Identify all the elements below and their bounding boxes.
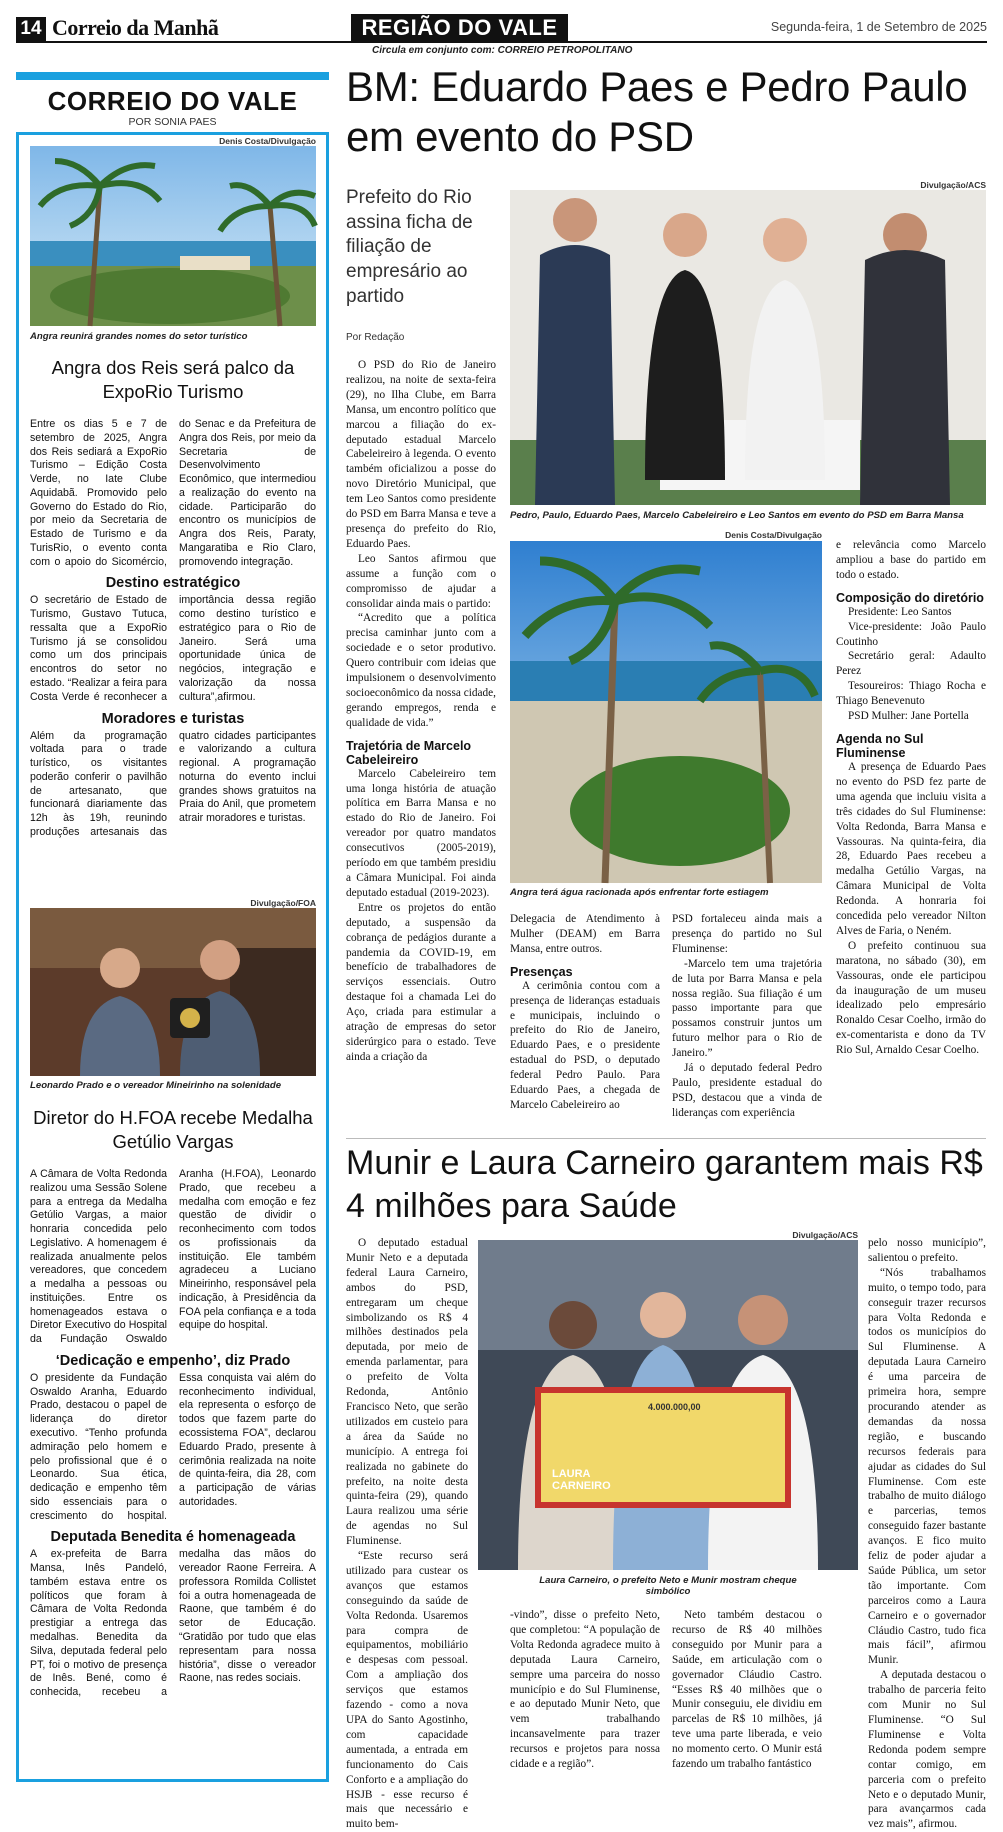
paragraph: e relevância como Marcelo ampliou a base do partido em todo o estado. — [836, 539, 986, 581]
subheading: Destino estratégico — [105, 575, 241, 592]
paragraph: “Acredito que a política precisa caminhar junto com a sociedade e o setor produtivo. Quero contribuir com ideias que impulsionem o desenvolvimento socioeconômico da nossa cidade, gerando empregos, renda e qualidade de vida.” — [346, 612, 496, 729]
photo-caption: Laura Carneiro, o prefeito Neto e Munir mostram cheque simbólico — [539, 1575, 797, 1597]
subheading: Trajetória de Marcelo Cabeleireiro — [346, 738, 472, 767]
paragraph: A presença de Eduardo Paes no evento do PSD fez parte de uma agenda que incluiu visita a três cidades do Sul Fluminense: Volta Redonda, Barra Mansa e Vassouras. Na quinta-feira, dia 28, Eduardo Paes recebeu a medalha Getúlio Vargas, na Câmara Municipal de Volta Redonda. A honraria foi concedida pelo vereador Nilton Alves de Faria, o Neném. — [836, 760, 986, 937]
paragraph: “Nós trabalhamos muito, o tempo todo, para conseguir trazer recursos para Volta Redonda e todos os municípios do Sul Fluminense. A deputada Laura Carneiro é uma parceira de primeira hora, sempre procurando atender as demandas da nossa região, e buscando recursos federais para ajudar as cidades do Sul Fluminense. Com este trabalho de muito diálogo e parcerias, temos conseguido fazer bastante avanços. E fico muito feliz de poder ajudar a Saúde Pública, um setor tão importante. Com parceiros como a Laura Carneiro e o governador Cláudio Castro, tudo fica mais fácil”, afirmou Munir. — [868, 1266, 986, 1667]
sidebar-byline: POR SONIA PAES — [128, 116, 217, 128]
paragraph: O prefeito continuou sua maratona, no sábado (30), em Vassouras, onde ele participou da inauguração de um museu idealizado pelo empresário Ronaldo Cesar Coelho, irmão do ex-comentarista e dono da TV Rio Sul, Arnaldo Cesar Coelho. — [836, 939, 986, 1057]
photo-credit: Divulgação/FOA — [250, 898, 316, 908]
subheading: Composição do diretório — [836, 590, 984, 605]
photo-caption: Leonardo Prado e o vereador Mineirinho na solenidade — [30, 1080, 282, 1091]
photo-caption: Angra terá água racionada após enfrentar forte estiagem — [510, 887, 769, 898]
masthead: Correio da Manhã — [52, 15, 219, 40]
paragraph: Leo Santos afirmou que assume a função com o compromisso de ajudar a consolidar ainda mais o partido: — [346, 552, 496, 610]
article1-col3 — [672, 912, 822, 1121]
paragraph: “Este recurso será utilizado para custear os avanços que estamos conseguindo da saúde de Volta Redonda. Usaremos para compra de equipamentos, mobiliário e despesas com pessoal. Com a ampliação dos serviços que estamos fazendo - como a nova UPA do Santo Agostinho, com capacidade aumentada, a entrada em funcionamento do Cais Conforto e a ampliação do HSJB - esse recurso é mais que necessário e muito bem- — [346, 1550, 468, 1831]
photo-caption: Angra reunirá grandes nomes do setor turístico — [30, 331, 248, 342]
article1-col2 — [510, 912, 660, 1113]
photo-caption: Pedro, Paulo, Eduardo Paes, Marcelo Cabeleireiro e Leo Santos em evento do PSD em Barra Mansa — [510, 510, 964, 521]
medal-ceremony-photo — [30, 908, 316, 1076]
photo-credit: Denis Costa/Divulgação — [725, 530, 822, 540]
photo-credit: Divulgação/ACS — [920, 180, 986, 190]
paragraph: O PSD do Rio de Janeiro realizou, na noite de sexta-feira (29), no Ilha Clube, em Barra Mansa, um encontro político que marcou a filiação do ex-deputado estadual Marcelo Cabeleireiro à legenda. O evento também oficializou a posse do novo Diretório Municipal, que tem Leo Santos como presidente do PSD em Barra Mansa e teve a presença do prefeito do Rio, Eduardo Paes. — [346, 359, 496, 550]
angra-resort-photo — [510, 541, 822, 883]
paragraph: pelo nosso município”, salientou o prefeito. — [868, 1237, 986, 1264]
article2-col4 — [868, 1236, 986, 1832]
sidebar-headline-2: Diretor do H.FOA recebe Medalha Getúlio Vargas — [33, 1107, 313, 1153]
paragraph: Delegacia de Atendimento à Mulher (DEAM) em Barra Mansa, entre outros. — [510, 913, 660, 955]
article-divider — [346, 1138, 986, 1139]
directory-item: Tesoureiros: Thiago Rocha e Thiago Benevenuto — [836, 680, 986, 708]
subheading: Deputada Benedita é homenageada — [50, 1529, 296, 1546]
sidebar-story2-body — [30, 1168, 316, 1700]
paragraph: -vindo”, disse o prefeito Neto, que completou: “A população de Volta Redonda agradece muito à deputada Laura Carneiro, sempre uma parceira do nosso município e do Sul Fluminense, e ao deputado Munir Neto, que vem trabalhando incansavelmente para trazer recursos e projetos para nossa cidade e a região”. — [510, 1609, 660, 1771]
article2-col3 — [672, 1608, 822, 1772]
article1-headline: BM: Eduardo Paes e Pedro Paulo em evento do PSD — [346, 63, 968, 161]
paragraph: Entre os dias 5 e 7 de setembro de 2025, Angra dos Reis sediará a ExpoRio Turismo – Edição Costa Verde, no Iate Clube Aquidabã. Promovido pelo Governo do Estado do Rio, por meio da Secretaria de Estado de Turismo e da TurisRio, o evento conta com o apoio do Sicomércio, do Senac e da Prefeitura de Angra dos Reis, por meio da Secretaria de Desenvolvimento Econômico, que intermediou a realização do evento na cidade. Participarão do encontro os municípios de Angra dos Reis, Paraty, Mangaratiba e Rio Claro, promovendo integração. — [30, 418, 316, 568]
circulation-note: Circula em conjunto com: CORREIO PETROPOLITANO — [372, 45, 633, 56]
psd-event-photo — [510, 190, 986, 505]
sidebar-headline-1: Angra dos Reis será palco da ExpoRio Turismo — [51, 357, 295, 403]
sidebar-title: CORREIO DO VALE — [47, 86, 298, 116]
directory-item: Secretário geral: Adaulto Perez — [836, 650, 986, 678]
article1-byline: Por Redação — [346, 332, 405, 343]
photo-credit: Denis Costa/Divulgação — [219, 136, 316, 146]
header-rule — [16, 41, 987, 43]
paragraph: Marcelo Cabeleireiro tem uma longa história de atuação política em Barra Mansa e no estado do Rio de Janeiro. Foi vereador por quatro mandatos consecutivos (2005-2019), período em que também presidiu a Câmara Municipal. Foi ainda deputado estadual (2019-2023). — [346, 767, 496, 899]
article2-headline: Munir e Laura Carneiro garantem mais R$ 4 milhões para Saúde — [346, 1144, 983, 1225]
article1-col1 — [346, 358, 496, 1065]
subheading: Agenda no Sul Fluminense — [836, 731, 924, 760]
paragraph: O secretário de Estado de Turismo, Gustavo Tutuca, ressalta que a ExpoRio Turismo já se consolidou como um dos principais encontros do setor no estado. “Realizar a feira para Costa Verde é reconhecer a importância dessa região como destino turístico e estratégico para o Rio de Janeiro. Será uma oportunidade única de negócios, integração e valorização da nossa cultura”,afirmou. — [30, 594, 316, 703]
paragraph: O deputado estadual Munir Neto e a deputada federal Laura Carneiro, ambos do PSD, entregaram um cheque simbolizando os R$ 4 milhões destinados pela deputada, por meio de emenda parlamentar, para o prefeito de Volta Redonda, Antônio Francisco Neto, que serão utilizados em custeio para a área da Saúde no município. A entrega foi realizada no gabinete do prefeito, na noite desta quinta-feira (29), quando Laura realizou uma série de agendas no Sul Fluminense. — [346, 1237, 468, 1548]
article2-col2 — [510, 1608, 660, 1772]
paragraph: Entre os projetos do então deputado, a suspensão da cobrança de pedágios durante a pandemia da COVID-19, em benefício de trabalhadores de serviços essenciais. Outro destaque foi a chamada Lei do Aço, criada para estimular a atração de empresas do setor siderúrgico para o estado. Teve ainda a criação da — [346, 901, 496, 1063]
header — [0, 0, 1003, 62]
paragraph: Neto também destacou o recurso de R$ 40 milhões conseguido por Munir para a Saúde, em articulação com o governador Cláudio Castro. “Esses R$ 40 milhões que o Munir conseguiu, ele dividiu em parcelas de R$ 10 milhões, já teve uma parte liberada, e veio no momento certo. O Munir está fazendo um trabalho fantástico — [672, 1609, 822, 1771]
paragraph: A Câmara de Volta Redonda realizou uma Sessão Solene para a entrega da Medalha Getúlio Vargas, a maior honraria concedida pelo Legislativo. A homenagem é realizada anualmente pelos vereadores, que concedem a medalha a pessoas ou instituições. Entre os homenageados estava o Diretor Executivo do Hospital da Fundação Oswaldo Aranha (H.FOA), Leonardo Prado, que recebeu a medalha com emoção e fez questão de dividir o reconhecimento com todos os profissionais da instituição. Ele também agradeceu a Luciano Mineirinho, responsável pela indicação, à Presidência da FOA pela confiança e a toda equipe do hospital. — [30, 1168, 316, 1346]
paragraph: A ex-prefeita de Barra Mansa, Inês Pandeló, também estava entre os políticos que foram à Câmara de Volta Redonda prestigiar a entrega das medalhas. Benedita da Silva, deputada federal pelo PT, foi o motivo de presença de Inês. Bené, como é conhecida, recebeu a medalha das mãos do vereador Raone Ferreira. A professora Romilda Collistet foi a outra homenageada de Raone, que também é do setor de Educação. “Gratidão por tudo que elas representam para nossa história”, disse o vereador Raone, nas redes sociais. — [30, 1548, 316, 1699]
directory-item: Presidente: Leo Santos — [848, 605, 952, 618]
issue-date: Segunda-feira, 1 de Setembro de 2025 — [770, 20, 987, 34]
paragraph: Já o deputado federal Pedro Paulo, presidente estadual do PSD, destacou que a vinda de lideranças com experiência — [672, 1062, 822, 1119]
angra-palms-photo — [30, 146, 316, 326]
paragraph: O presidente da Fundação Oswaldo Aranha, Eduardo Prado, destacou o papel de liderança do diretor executivo. “Tenho profunda admiração pelo homem e pelo profissional que é o Leonardo. Sua ética, dedicação e empenho têm sido essenciais para o crescimento do hospital. Essa conquista vai além do reconhecimento individual, ela representa o esforço de todos que fazem parte do ecossistema FOA”, declarou Eduardo Prado, presente à cerimônia realizada na noite de quinta-feira, dia 28, com a participação de várias autoridades. — [30, 1371, 316, 1522]
directory-item: Vice-presidente: João Paulo Coutinho — [836, 620, 986, 648]
article1-col4 — [836, 538, 986, 1058]
directory-item: PSD Mulher: Jane Portella — [848, 710, 969, 723]
page-number: 14 — [16, 17, 46, 41]
sidebar-top-bar — [16, 72, 329, 80]
paragraph: Além da programação voltada para o trade turístico, os visitantes poderão conferir o pavilhão de artesanato, que funcionará diariamente das 12h às 19h, reunindo produções artesanais das quatro cidades participantes e valorizando a cultura regional. A programação noturna do evento inclui grandes shows gratuitos na Praia do Anil, que prometem atrair moradores e turistas. — [30, 729, 316, 838]
article1-deck: Prefeito do Rio assina ficha de filiação de empresário ao partido — [346, 187, 473, 307]
paragraph: A cerimônia contou com a presença de lideranças estaduais e municipais, incluindo o prefeito do Rio de Janeiro, Eduardo Paes, e o presidente estadual do PSD, o deputado federal Pedro Paulo. Para Eduardo Paes, a chegada de Marcelo Cabeleireiro ao — [510, 979, 660, 1111]
check-amount: 4.000.000,00 — [648, 1402, 701, 1412]
article2-col1 — [346, 1236, 468, 1832]
paragraph: -Marcelo tem uma trajetória de luta por Barra Mansa e pela nossa região. Sua filiação é um passo importante para que possamos construir juntos um futuro melhor para o Rio de Janeiro.” — [672, 957, 822, 1060]
directory-list — [836, 605, 986, 724]
subheading: Presenças — [510, 964, 573, 979]
check-brand: LAURA CARNEIRO — [552, 1468, 611, 1493]
sidebar-story1-body — [30, 418, 316, 840]
photo-credit: Divulgação/ACS — [792, 1230, 858, 1240]
paragraph: A deputada destacou o trabalho de parceria feito com Munir no Sul Fluminense. “O Sul Fluminense e Volta Redonda podem sempre contar comigo, em parceria com o prefeito Neto e o deputado Munir, para avançarmos cada vez mais”, afirmou. — [868, 1669, 986, 1831]
subheading: ‘Dedicação e empenho’, diz Prado — [55, 1352, 291, 1369]
section-banner: REGIÃO DO VALE — [351, 14, 568, 41]
subheading: Moradores e turistas — [101, 710, 245, 727]
paragraph: PSD fortaleceu ainda mais a presença do partido no Sul Fluminense: — [672, 913, 822, 955]
